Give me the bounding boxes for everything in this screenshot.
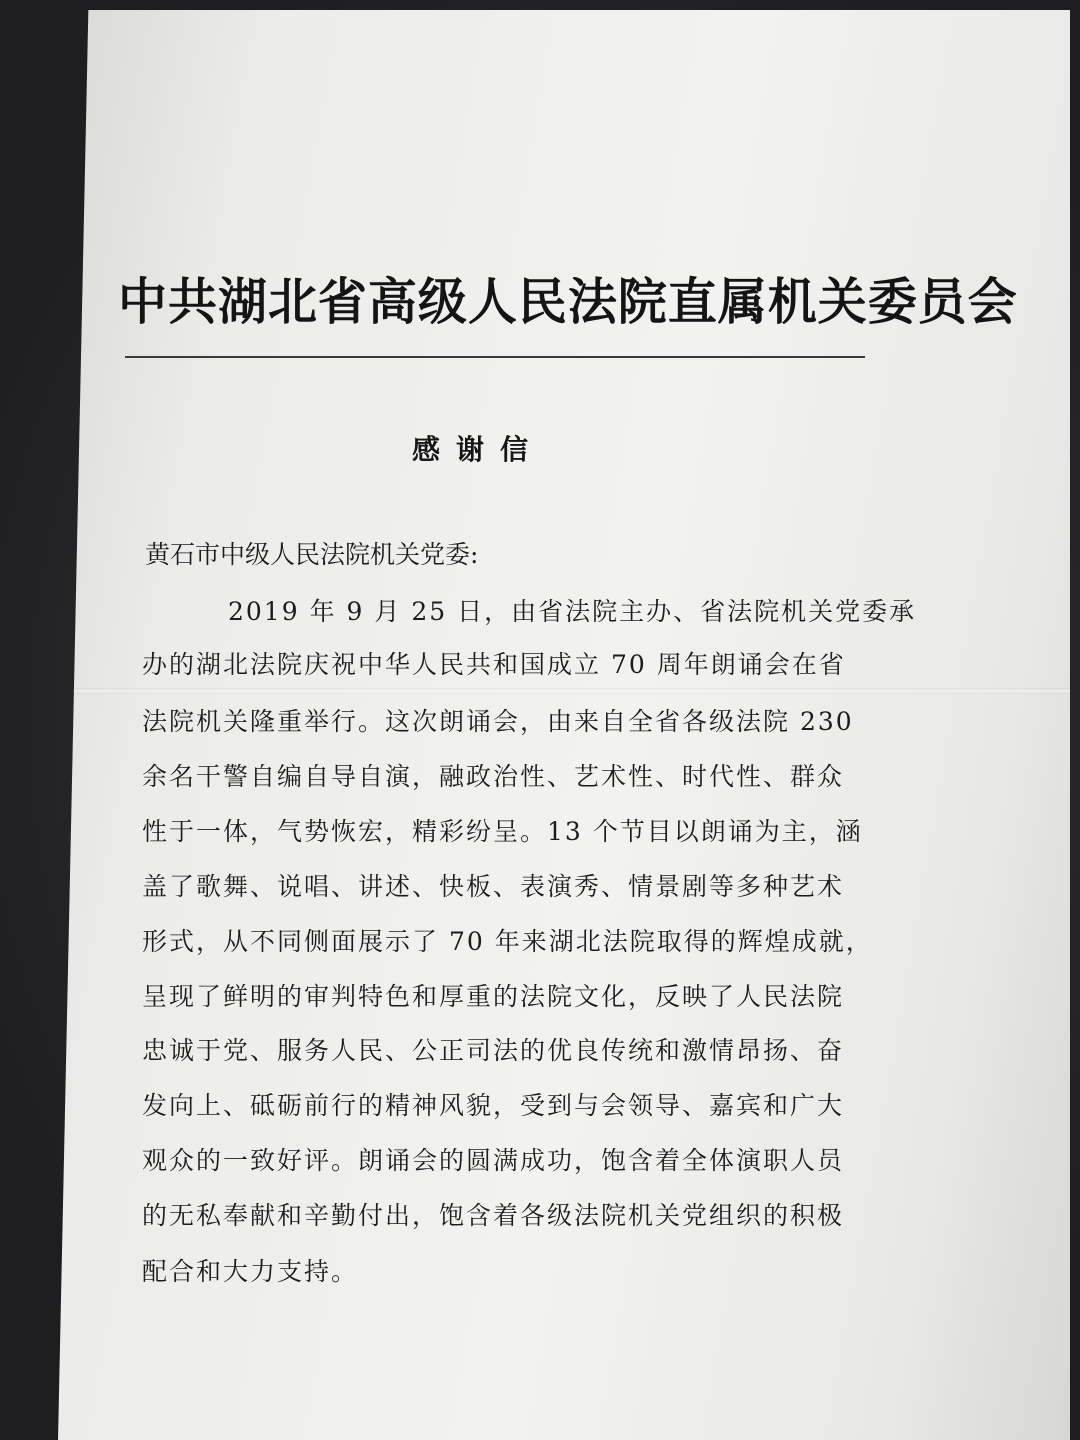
- letterhead-title: 中共湖北省高级人民法院直属机关委员会: [118, 273, 1018, 331]
- paper-fold-crease: [58, 688, 1070, 694]
- body-line-2: 办的湖北法院庆祝中华人民共和国成立 70 周年朗诵会在省: [142, 650, 846, 679]
- body-line-7: 形式，从不同侧面展示了 70 年来湖北法院取得的辉煌成就，: [142, 927, 873, 956]
- body-line-13: 配合和大力支持。: [142, 1257, 359, 1286]
- body-line-4: 余名干警自编自导自演，融政治性、艺术性、时代性、群众: [142, 762, 845, 791]
- body-line-9: 忠诚于党、服务人民、公正司法的优良传统和激情昂扬、奋: [142, 1036, 845, 1065]
- body-line-8: 呈现了鲜明的审判特色和厚重的法院文化，反映了人民法院: [142, 982, 845, 1011]
- salutation: 黄石市中级人民法院机关党委:: [145, 540, 479, 569]
- body-line-12: 的无私奉献和辛勤付出，饱含着各级法院机关党组织的积极: [142, 1201, 845, 1230]
- body-line-6: 盖了歌舞、说唱、讲述、快板、表演秀、情景剧等多种艺术: [142, 872, 845, 901]
- letterhead-rule: [125, 356, 865, 358]
- body-line-10: 发向上、砥砺前行的精神风貌，受到与会领导、嘉宾和广大: [142, 1091, 845, 1120]
- body-line-11: 观众的一致好评。朗诵会的圆满成功，饱含着全体演职人员: [142, 1146, 845, 1175]
- body-line-1: 2019 年 9 月 25 日，由省法院主办、省法院机关党委承: [228, 597, 917, 626]
- letter-title: 感谢信: [412, 433, 545, 466]
- body-line-5: 性于一体，气势恢宏，精彩纷呈。13 个节目以朗诵为主，涵: [142, 817, 863, 846]
- body-line-3: 法院机关隆重举行。这次朗诵会，由来自全省各级法院 230: [142, 707, 854, 736]
